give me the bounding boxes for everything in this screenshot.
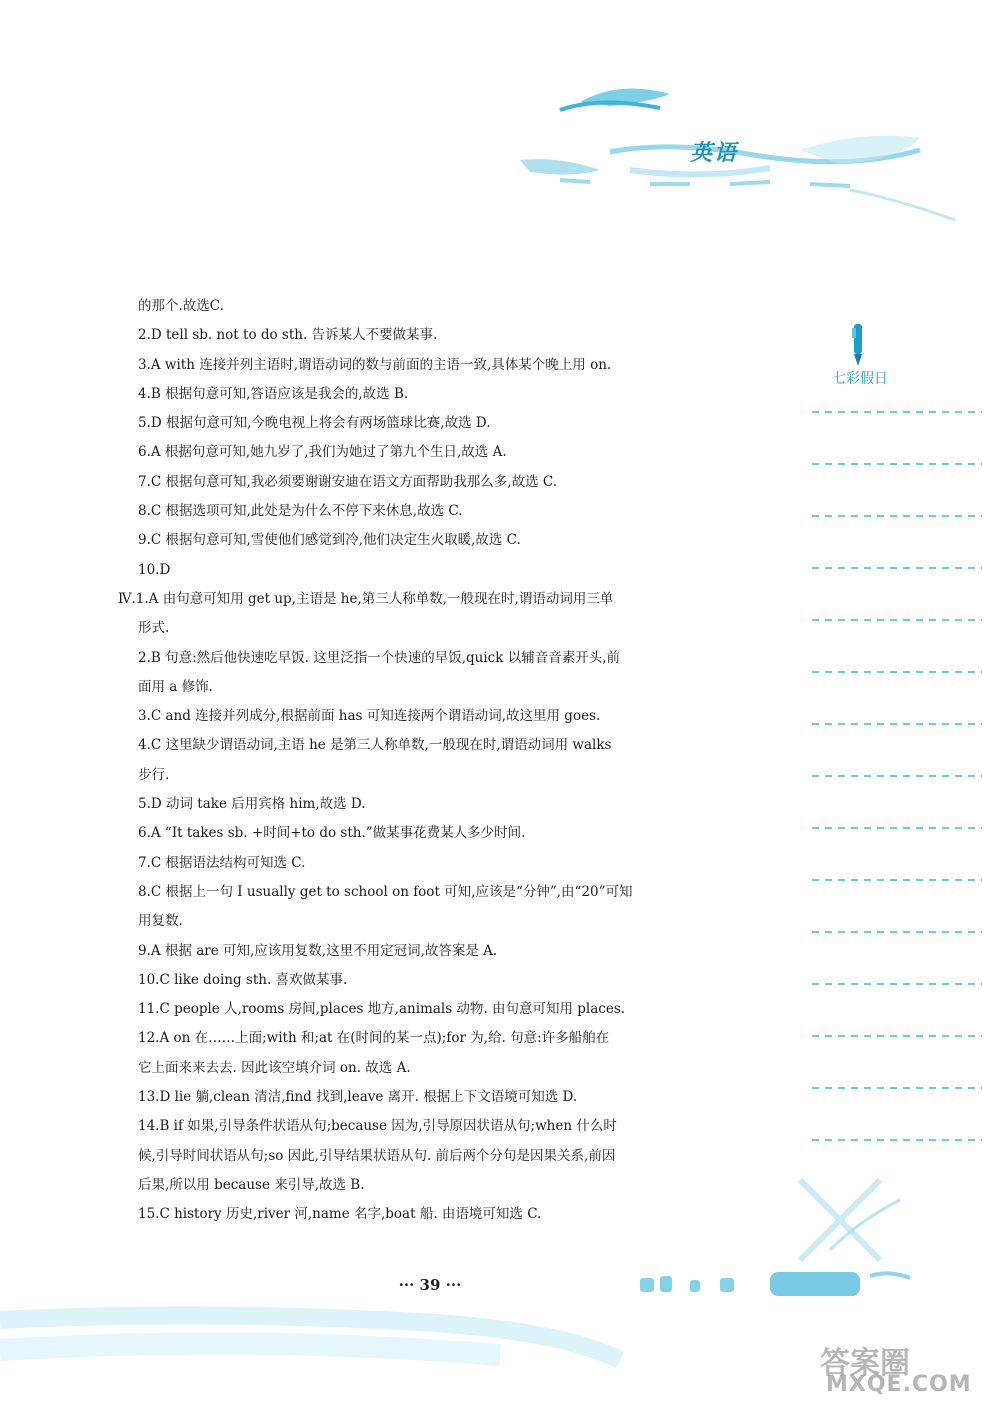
- sidebar-label: 七彩假日: [832, 371, 888, 387]
- answer-line: 12.A on 在……上面;with 和;at 在(时间的某一点);for 为,给. 句意:许多船舶在: [138, 1030, 610, 1047]
- answer-line: 9.A 根据 are 可知,应该用复数,这里不用定冠词,故答案是 A.: [138, 942, 498, 959]
- answer-line: 5.D 根据句意可知,今晚电视上将会有两场篮球比赛,故选 D.: [138, 415, 491, 432]
- answer-line: 11.C people 人,rooms 房间,places 地方,animals 动物. 由句意可知用 places.: [138, 1001, 626, 1018]
- answer-line: 7.C 根据语法结构可知选 C.: [138, 854, 306, 871]
- subject-title: 英语: [690, 140, 739, 166]
- answer-line: 9.C 根据句意可知,雪使他们感觉到冷,他们决定生火取暖,故选 C.: [138, 532, 521, 549]
- answer-line: 它上面来来去去. 因此该空填介词 on. 故选 A.: [138, 1059, 411, 1076]
- answer-line: 10.C like doing sth. 喜欢做某事.: [138, 971, 348, 988]
- answer-line: 面用 a 修饰.: [138, 678, 213, 695]
- page-number: ··· 39 ···: [398, 1276, 462, 1294]
- pen-icon: [848, 322, 870, 370]
- answer-line: 2.D tell sb. not to do sth. 告诉某人不要做某事.: [138, 327, 438, 344]
- answer-line: 3.A with 连接并列主语时,谓语动词的数与前面的主语一致,具体某个晚上用 on.: [138, 356, 612, 373]
- answer-line: 候,引导时间状语从句;so 因此,引导结果状语从句. 前后两个分句是因果关系,前因: [138, 1147, 616, 1164]
- answer-line: 后果,所以用 because 来引导,故选 B.: [138, 1176, 365, 1193]
- answer-line: 14.B if 如果,引导条件状语从句;because 因为,引导原因状语从句;when 什么时: [138, 1118, 617, 1135]
- answer-line: 4.C 这里缺少谓语动词,主语 he 是第三人称单数,一般现在时,谓语动词用 walks: [138, 737, 612, 754]
- answer-line: 7.C 根据句意可知,我必须要谢谢安迪在语文方面帮助我那么多,故选 C.: [138, 473, 558, 490]
- answer-line: 形式.: [138, 620, 170, 637]
- answer-line: 用复数.: [138, 913, 183, 930]
- answer-line: Ⅳ.1.A 由句意可知用 get up,主语是 he,第三人称单数,一般现在时,谓语动词用三单: [118, 590, 614, 607]
- answer-line: 15.C history 历史,river 河,name 名字,boat 船. 由语境可知选 C.: [138, 1206, 542, 1223]
- answer-line: 6.A 根据句意可知,她九岁了,我们为她过了第九个生日,故选 A.: [138, 444, 507, 461]
- answer-line: 8.C 根据选项可知,此处是为什么不停下来休息,故选 C.: [138, 503, 463, 520]
- note-lines: [812, 400, 982, 1220]
- answer-line: 步行.: [138, 766, 170, 783]
- answer-list: [118, 292, 758, 1230]
- watermark-url: MXQE.COM: [826, 1372, 972, 1397]
- answer-line: 8.C 根据上一句 I usually get to school on foot 可知,应该是“分钟”,由“20”可知: [138, 883, 633, 900]
- answer-line: 6.A “It takes sb. +时间+to do sth.”做某事花费某人多少时间.: [138, 825, 526, 842]
- answer-line: 2.B 句意:然后他快速吃早饭. 这里泛指一个快速的早饭,quick 以辅音音素开头,前: [138, 649, 620, 666]
- answer-line: 的那个.故选C.: [138, 298, 224, 314]
- answer-line: 13.D lie 躺,clean 清洁,find 找到,leave 离开. 根据上下文语境可知选 D.: [138, 1089, 578, 1106]
- answer-line: 4.B 根据句意可知,答语应该是我会的,故选 B.: [138, 385, 409, 402]
- answer-line: 5.D 动词 take 后用宾格 him,故选 D.: [138, 796, 366, 813]
- answer-line: 10.D: [138, 561, 171, 578]
- answer-line: 3.C and 连接并列成分,根据前面 has 可知连接两个谓语动词,故这里用 goes.: [138, 708, 601, 725]
- watermark-logo: 答案圈: [820, 1346, 910, 1381]
